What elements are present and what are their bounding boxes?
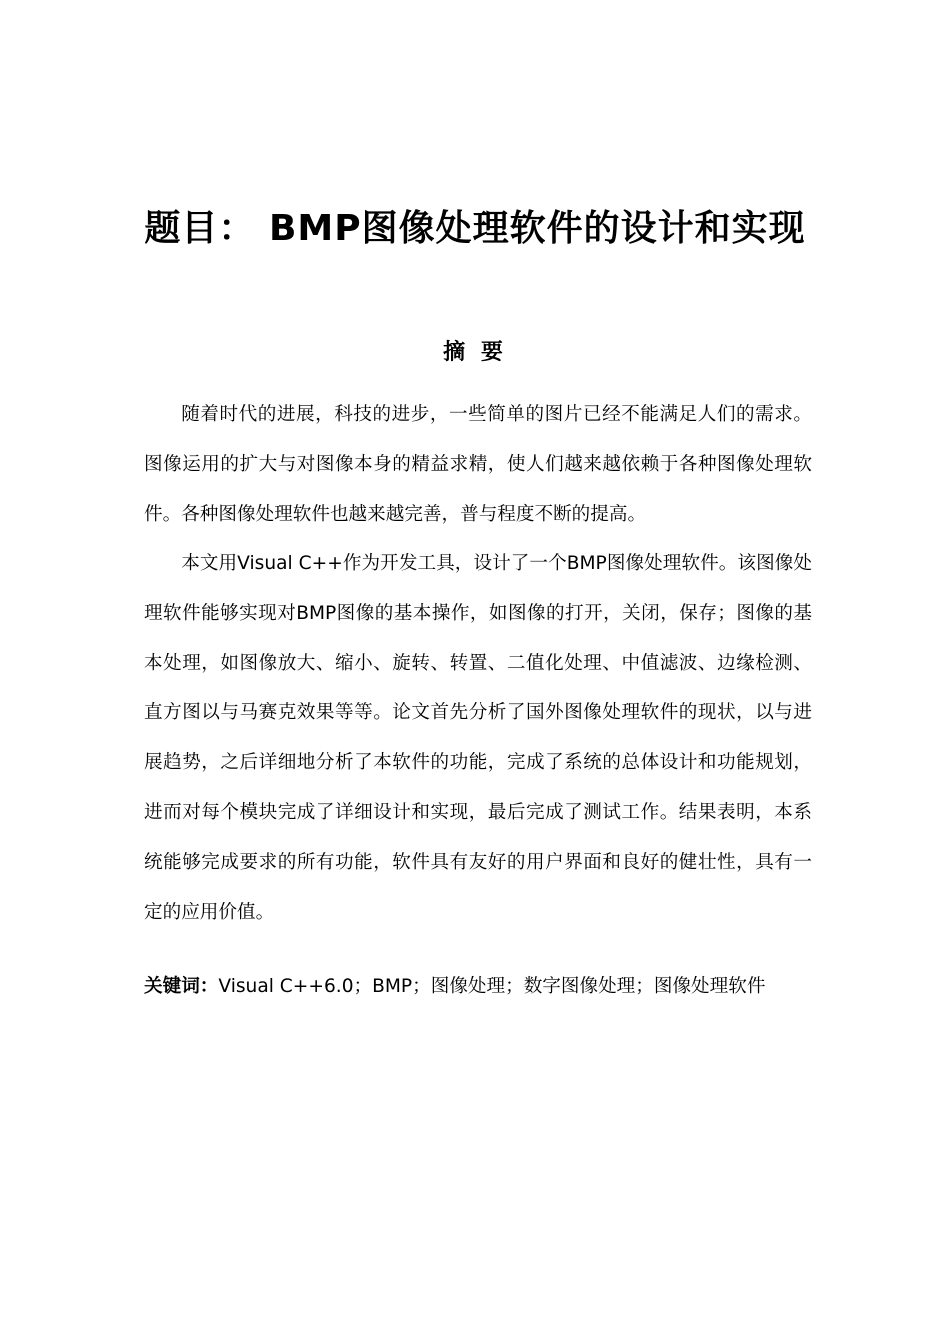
keywords-label: 关键词： <box>144 976 219 997</box>
keywords-text: Visual C++6.0；BMP；图像处理；数字图像处理；图像处理软件 <box>218 976 766 997</box>
abstract-heading: 摘 要 <box>443 340 507 365</box>
keywords-line <box>144 972 824 1002</box>
page-title: 题目： BMP图像处理软件的设计和实现 <box>144 208 806 249</box>
abstract-paragraph-2: 本文用Visual C++作为开发工具，设计了一个BMP图像处理软件。该图像处理软件能够实现对BMP图像的基本操作，如图像的打开，关闭，保存；图像的基本处理，如图像放大、缩小、旋转、转置、二值化处理、中值滤波、边缘检测、直方图以与马赛克效果等等。论文首先分析了国外图像处理软件的现状，以与进展趋势，之后详细地分析了本软件的功能，完成了系统的总体设计和功能规划，进而对每个模块完成了详细设计和实现，最后完成了测试工作。结果表明，本系统能够完成要求的所有功能，软件具有友好的用户界面和良好的健壮性，具有一定的应用价值。 <box>144 553 812 923</box>
abstract-paragraph-1: 随着时代的进展，科技的进步，一些简单的图片已经不能满足人们的需求。图像运用的扩大与对图像本身的精益求精，使人们越来越依赖于各种图像处理软件。各种图像处理软件也越来越完善，普与程度不断的提高。 <box>144 404 812 525</box>
